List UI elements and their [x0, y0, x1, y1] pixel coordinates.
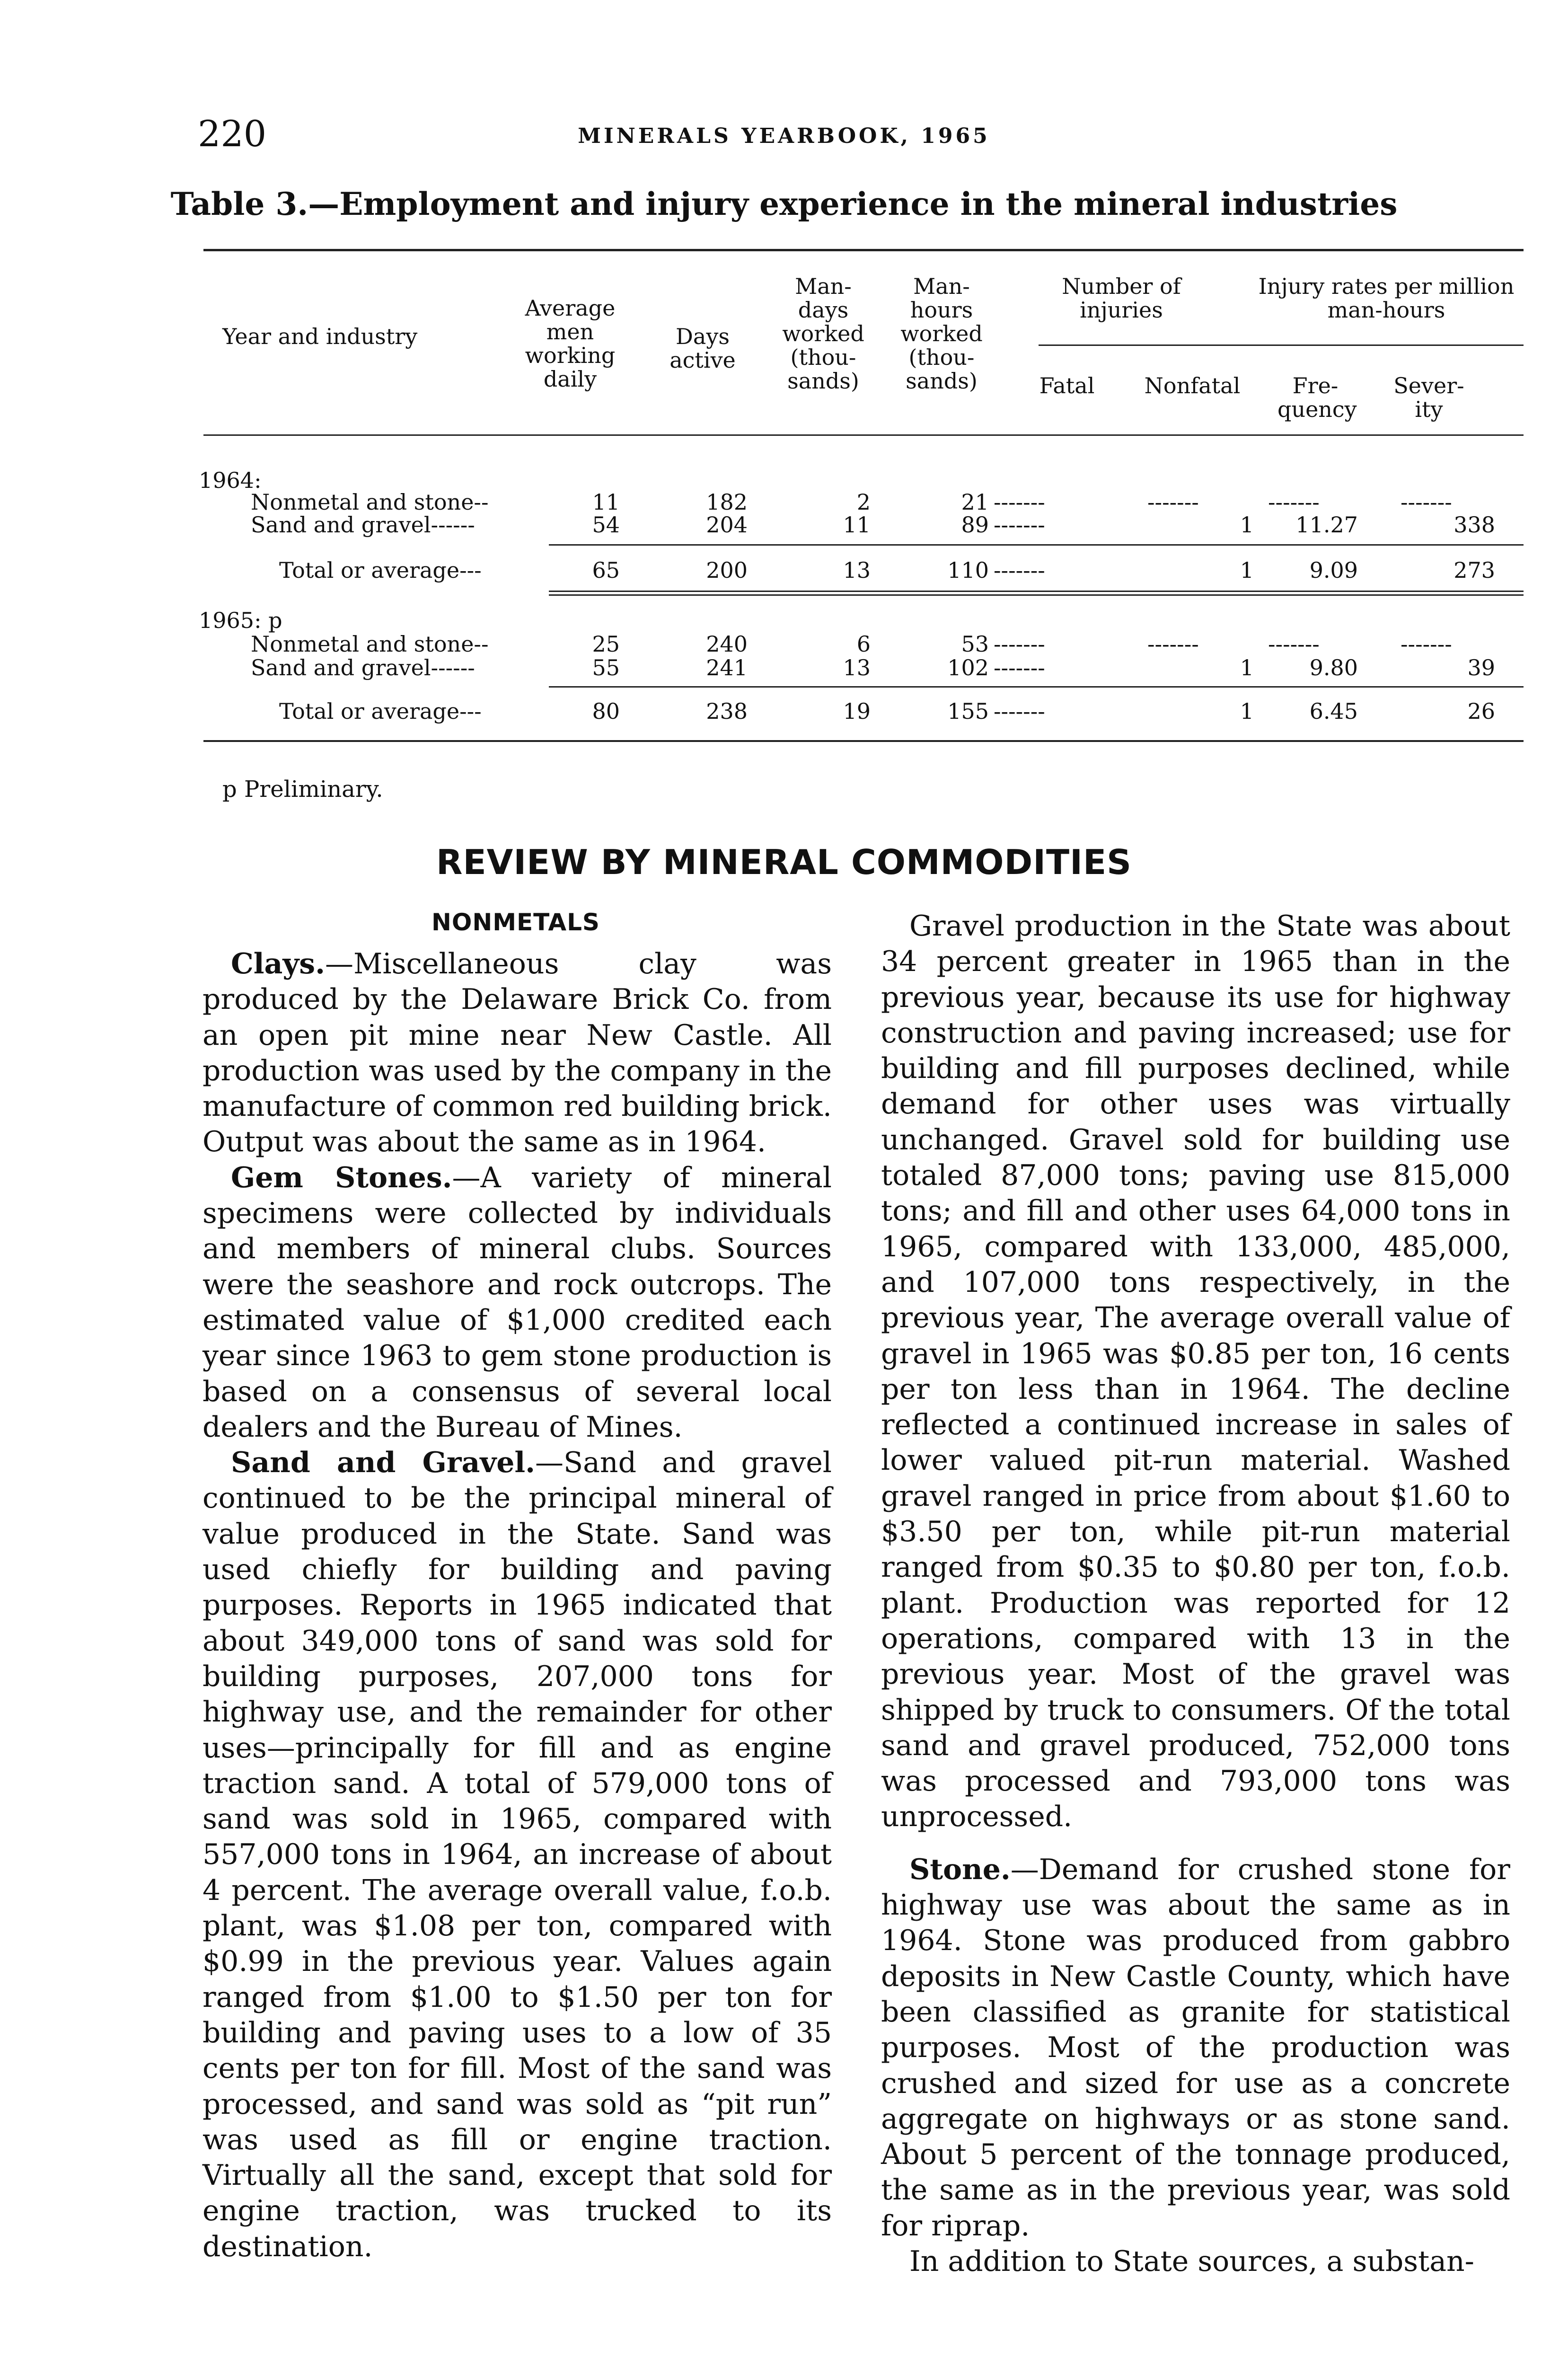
total-1964-days: 200	[706, 557, 748, 583]
header-fatal: Fatal	[1039, 373, 1095, 398]
sand-gravel-lead: Sand and Gravel.	[231, 1446, 536, 1480]
row-1964-nonmetal-days: 182	[706, 489, 748, 515]
row-1965-nonmetal-frequency: -------	[1268, 631, 1320, 657]
header-number-of-injuries: Number of injuries	[1062, 274, 1181, 323]
total-1964-fatal: -------	[994, 557, 1045, 583]
row-1965-sand-industry: Sand and gravel------	[251, 655, 475, 680]
total-1964-mandays: 13	[843, 557, 871, 583]
rule-before-total-1964	[549, 544, 1524, 546]
total-1964-frequency: 9.09	[1309, 557, 1358, 583]
left-column	[203, 946, 832, 2265]
injuries-subheader-rule	[1039, 344, 1524, 346]
header-average-men: Average men working daily	[525, 295, 616, 392]
double-rule-2	[549, 594, 1524, 596]
row-1964-sand-mandays: 11	[843, 512, 871, 538]
header-days-active: Days active	[669, 324, 736, 373]
table-top-rule	[203, 249, 1524, 251]
total-1964-men: 65	[592, 557, 620, 583]
sand-gravel-paragraph	[203, 1445, 832, 2265]
row-1965-sand-fatal: -------	[994, 655, 1045, 680]
row-1965-nonmetal-men: 25	[592, 631, 620, 657]
gem-stones-lead: Gem Stones.	[231, 1161, 452, 1194]
row-1965-nonmetal-industry: Nonmetal and stone--	[251, 631, 489, 657]
gravel-paragraph: Gravel production in the State was about 34 percent greater in 1965 than in the previous year, because its use for highway construction and paving increased; use for building and fill purposes declined, while demand for other uses was virtually unchanged. Gravel sold for building use totaled 87,000 tons; paving use 815,000 tons; and fill and other uses 64,000 tons in 1965, compared with 133,000, 485,000, and 107,000 tons respectively, in the previous year, The average overall value of gravel in 1965 was $0.85 per ton, 16 cents per ton less than in 1964. The decline reflected a continued increase in sales of lower valued pit-run material. Washed gravel ranged in price from about $1.60 to $3.50 per ton, while pit-run material ranged from $0.35 to $0.80 per ton, f.o.b. plant. Production was reported for 12 operations, compared with 13 in the previous year. Most of the gravel was shipped by truck to consumers. Of the total sand and gravel produced, 752,000 tons was processed and 793,000 tons was unprocessed.	[881, 909, 1510, 1834]
stone-text: —Demand for crushed stone for highway use was about the same as in 1964. Stone was produced from gabbro deposits in New Castle County, which have been classified as granite for statistical purposes. Most of the production was crushed and sized for use as a concrete aggregate on highways or as stone sand. About 5 percent of the tonnage produced, the same as in the previous year, was sold for riprap.	[881, 1853, 1510, 2242]
rule-before-total-1965	[549, 686, 1524, 688]
row-1965-nonmetal-mandays: 6	[856, 631, 871, 657]
table-title: Table 3.—Employment and injury experience in the mineral industries	[170, 185, 1398, 222]
row-1965-sand-men: 55	[592, 655, 620, 680]
header-man-days: Man-days worked (thou-sands)	[782, 274, 864, 394]
total-1965-fatal: -------	[994, 698, 1045, 724]
gem-stones-text: —A variety of mineral specimens were collected by individuals and members of mineral clubs. Sources were the seashore and rock outcrops. The estimated value of $1,000 credited each year since 1963 to gem stone production is based on a consensus of several local dealers and the Bureau of Mines.	[203, 1161, 832, 1444]
header-severity: Sever-ity	[1393, 373, 1464, 422]
total-1965-nonfatal: 1	[1240, 698, 1254, 724]
year-label-1965: 1965: p	[199, 608, 282, 633]
row-1964-sand-industry: Sand and gravel------	[251, 512, 475, 538]
running-head: MINERALS YEARBOOK, 1965	[578, 124, 990, 148]
sand-gravel-text: —Sand and gravel continued to be the principal mineral of value produced in the State. Sand was used chiefly for building and paving purposes. Reports in 1965 indicated that about 349,000 tons of sand was sold for building purposes, 207,000 tons for highway use, and the remainder for other uses—principally for fill and as engine traction sand. A total of 579,000 tons of sand was sold in 1965, compared with 557,000 tons in 1964, an increase of about 4 percent. The average overall value, f.o.b. plant, was $1.08 per ton, compared with $0.99 in the previous year. Values again ranged from $1.00 to $1.50 per ton for building and paving uses to a low of 35 cents per ton for fill. Most of the sand was processed, and sand was sold as “pit run” was used as fill or engine traction. Virtually all the sand, except that sold for engine traction, was trucked to its destination.	[203, 1446, 832, 2263]
total-1964-label: Total or average---	[279, 557, 482, 583]
stone-paragraph	[881, 1852, 1510, 2244]
total-1964-nonfatal: 1	[1240, 557, 1254, 583]
row-1964-sand-manhours: 89	[961, 512, 989, 538]
row-1965-sand-manhours: 102	[947, 655, 989, 680]
total-1965-label: Total or average---	[279, 698, 482, 724]
row-1964-sand-fatal: -------	[994, 512, 1045, 538]
gem-stones-paragraph	[203, 1160, 832, 1445]
row-1965-nonmetal-manhours: 53	[961, 631, 989, 657]
total-1964-severity: 273	[1453, 557, 1495, 583]
total-1965-days: 238	[706, 698, 748, 724]
header-frequency: Fre-quency	[1277, 373, 1357, 422]
row-1964-nonmetal-men: 11	[592, 489, 620, 515]
row-1964-nonmetal-nonfatal: -------	[1147, 489, 1199, 515]
total-1965-mandays: 19	[843, 698, 871, 724]
row-1964-nonmetal-mandays: 2	[856, 489, 871, 515]
header-injury-rates: Injury rates per million man-hours	[1258, 274, 1515, 323]
row-1965-nonmetal-nonfatal: -------	[1147, 631, 1199, 657]
row-1964-sand-men: 54	[592, 512, 620, 538]
row-1964-sand-nonfatal: 1	[1240, 512, 1254, 538]
row-1964-nonmetal-manhours: 21	[961, 489, 989, 515]
section-title: REVIEW BY MINERAL COMMODITIES	[436, 842, 1132, 882]
row-1965-nonmetal-severity: -------	[1401, 631, 1452, 657]
total-1965-severity: 26	[1467, 698, 1495, 724]
clays-text: —Miscellaneous clay was produced by the Delaware Brick Co. from an open pit mine near New Castle. All production was used by the company in the manufacture of common red building brick. Output was about the same as in 1964.	[203, 947, 832, 1159]
double-rule-1	[549, 591, 1524, 592]
year-label-1964: 1964:	[199, 468, 262, 493]
header-nonfatal: Nonfatal	[1144, 373, 1241, 398]
subsection-title: NONMETALS	[432, 909, 600, 936]
row-1965-sand-nonfatal: 1	[1240, 655, 1254, 680]
total-1965-frequency: 6.45	[1309, 698, 1358, 724]
row-1965-nonmetal-fatal: -------	[994, 631, 1045, 657]
row-1964-sand-severity: 338	[1453, 512, 1495, 538]
header-man-hours: Man-hours worked (thou-sands)	[900, 274, 983, 394]
total-1965-men: 80	[592, 698, 620, 724]
header-year-industry: Year and industry	[222, 324, 418, 349]
row-1964-nonmetal-frequency: -------	[1268, 489, 1320, 515]
page-number: 220	[198, 113, 267, 155]
row-1964-nonmetal-fatal: -------	[994, 489, 1045, 515]
table-bottom-rule	[203, 740, 1524, 742]
row-1964-sand-frequency: 11.27	[1295, 512, 1358, 538]
row-1965-sand-frequency: 9.80	[1309, 655, 1358, 680]
table-header-rule	[203, 434, 1524, 436]
row-1965-sand-mandays: 13	[843, 655, 871, 680]
table-footnote: p Preliminary.	[222, 776, 383, 803]
total-1964-manhours: 110	[947, 557, 989, 583]
clays-paragraph	[203, 946, 832, 1160]
stone-lead: Stone.	[909, 1853, 1011, 1886]
right-column	[881, 909, 1510, 2279]
row-1965-sand-days: 241	[706, 655, 748, 680]
row-1964-sand-days: 204	[706, 512, 748, 538]
total-1965-manhours: 155	[947, 698, 989, 724]
addition-paragraph: In addition to State sources, a substan-	[909, 2244, 1474, 2278]
row-1965-sand-severity: 39	[1467, 655, 1495, 680]
row-1964-nonmetal-industry: Nonmetal and stone--	[251, 489, 489, 515]
clays-lead: Clays.	[231, 947, 325, 980]
row-1964-nonmetal-severity: -------	[1401, 489, 1452, 515]
row-1965-nonmetal-days: 240	[706, 631, 748, 657]
